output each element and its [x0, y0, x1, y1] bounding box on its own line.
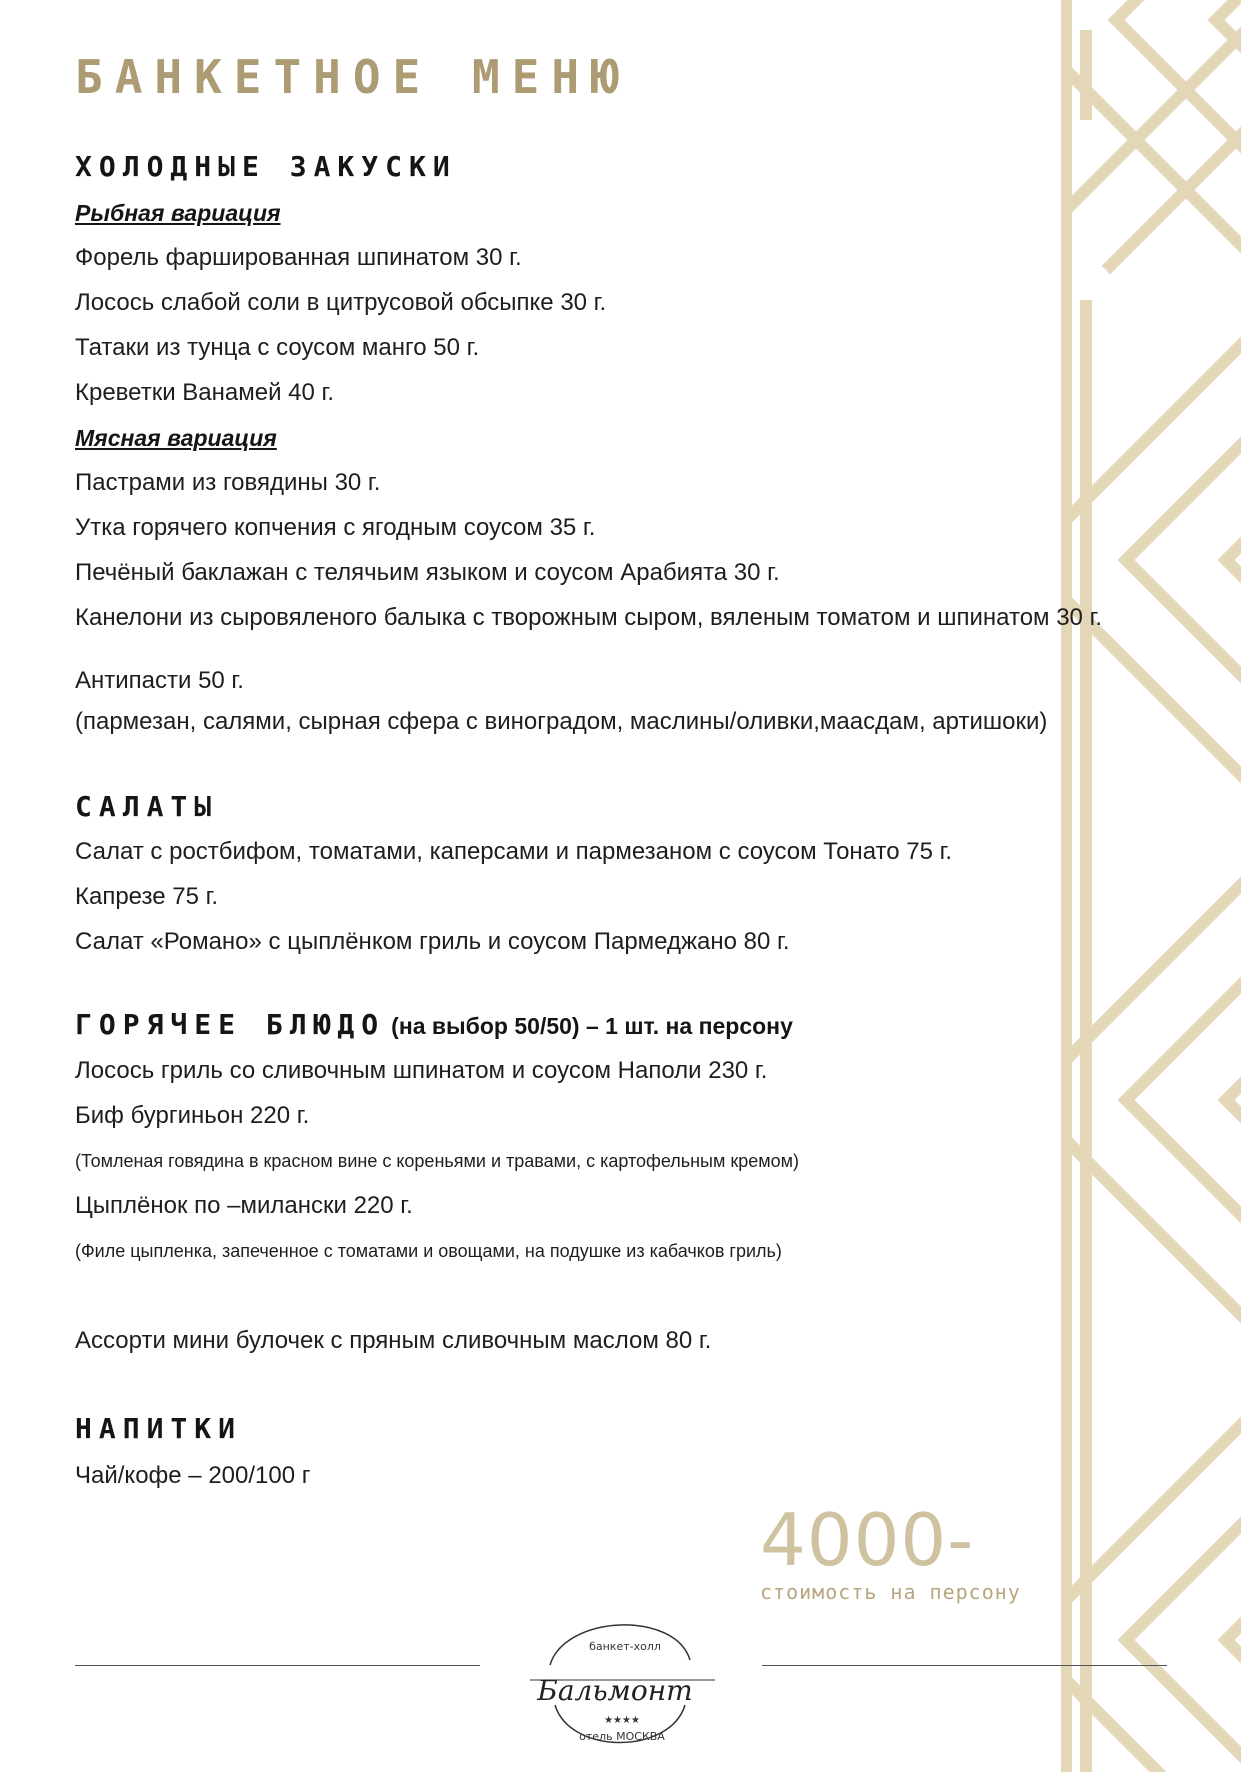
- price-value: 4000-: [760, 1498, 975, 1582]
- section-title-hot-text: ГОРЯЧЕЕ БЛЮДО: [75, 1008, 386, 1041]
- menu-item: Утка горячего копчения с ягодным соусом 35 г.: [75, 514, 596, 541]
- section-title-cold: ХОЛОДНЫЕ ЗАКУСКИ: [75, 150, 457, 183]
- item-note: (пармезан, салями, сырная сфера с виноградом, маслины/оливки,маасдам, артишоки): [75, 708, 1048, 735]
- menu-item: Цыплёнок по –милански 220 г.: [75, 1192, 413, 1219]
- menu-item-antipasti: Антипасти 50 г.: [75, 667, 244, 694]
- menu-item: Пастрами из говядины 30 г.: [75, 469, 381, 496]
- section-title-hot: [75, 1008, 793, 1041]
- logo-bottom-text: отель МОСКВА: [579, 1730, 665, 1743]
- hotel-logo: [510, 1605, 730, 1765]
- subsection-fish: Рыбная вариация: [75, 200, 281, 226]
- chevron-pattern: [1061, 0, 1241, 1772]
- section-title-salads: САЛАТЫ: [75, 790, 219, 823]
- price-caption: стоимость на персону: [760, 1580, 1021, 1604]
- menu-item: Салат «Романо» с цыплёнком гриль и соусом Пармеджано 80 г.: [75, 928, 790, 955]
- section-note: (на выбор 50/50) – 1 шт. на персону: [391, 1013, 793, 1039]
- menu-item: Ассорти мини булочек с пряным сливочным маслом 80 г.: [75, 1327, 712, 1354]
- menu-item: Канелони из сыровяленого балыка с творожным сыром, вяленым томатом и шпинатом 30 г.: [75, 604, 1103, 631]
- menu-item: Татаки из тунца с соусом манго 50 г.: [75, 334, 480, 361]
- divider-right: [762, 1665, 1167, 1666]
- menu-item: Лосось гриль со сливочным шпинатом и соусом Наполи 230 г.: [75, 1057, 768, 1084]
- item-note: (Филе цыпленка, запеченное с томатами и овощами, на подушке из кабачков гриль): [75, 1241, 782, 1261]
- svg-text:★★★★: ★★★★: [604, 1715, 640, 1726]
- menu-item: Чай/кофе – 200/100 г: [75, 1462, 311, 1489]
- section-title-drinks: НАПИТКИ: [75, 1412, 243, 1445]
- divider-left: [75, 1665, 480, 1666]
- menu-item: Лосось слабой соли в цитрусовой обсыпке 30 г.: [75, 289, 607, 316]
- menu-item: Форель фаршированная шпинатом 30 г.: [75, 244, 522, 271]
- page-title: БАНКЕТНОЕ МЕНЮ: [75, 50, 631, 104]
- menu-item: Креветки Ванамей 40 г.: [75, 379, 335, 406]
- menu-item: Капрезе 75 г.: [75, 883, 219, 910]
- menu-item: Биф бургиньон 220 г.: [75, 1102, 310, 1129]
- item-note: (Томленая говядина в красном вине с кореньями и травами, с картофельным кремом): [75, 1151, 800, 1171]
- logo-name: Бальмонт: [537, 1674, 693, 1707]
- subsection-meat: Мясная вариация: [75, 425, 277, 451]
- logo-top-text: банкет-холл: [589, 1640, 661, 1653]
- menu-item: Салат с ростбифом, томатами, каперсами и пармезаном с соусом Тонато 75 г.: [75, 838, 953, 865]
- menu-item: Печёный баклажан с телячьим языком и соусом Арабията 30 г.: [75, 559, 780, 586]
